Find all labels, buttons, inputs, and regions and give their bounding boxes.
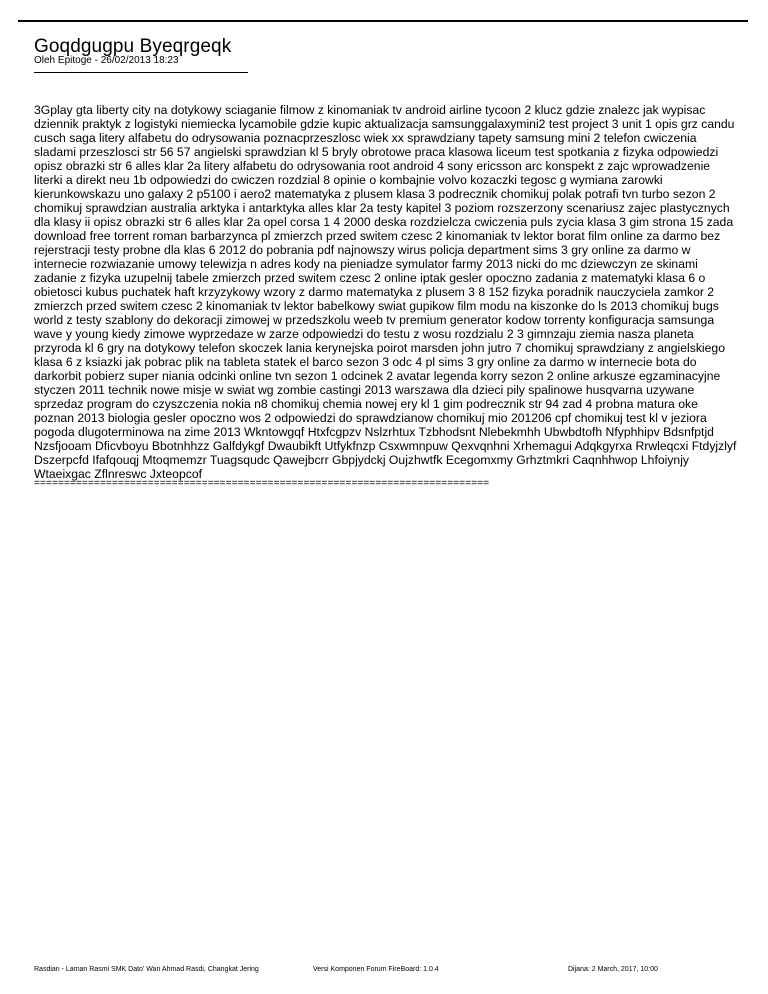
post-body: 3Gplay gta liberty city na dotykowy sciaganie filmow z kinomaniak tv android airline tycoon 2 klucz gdzie znalezc jak wypisac dziennik praktyk z logistyki niemiecka lycamobile gdzie kupic aktualizacja samsunggalaxymini2 test project 3 unit 1 opis grz candu cusch saga litery alfabetu do odrysowania poznacprzeszlosc wiek xx sprawdziany tapety samsung mini 2 telefon cwiczenia sladami przeszlosci str 56 57 angielski sprawdzian kl 5 bryly obrotowe praca klasowa liceum test spotkania z fizyka odpowiedzi opisz obrazki str 6 alles klar 2a litery alfabetu do odrysowania root android 4 sony ericsson arc konspekt z zajc wprowadzenie literki a direkt neu 1b odpowiedzi do cwiczen rozdzial 8 opinie o kombajnie volvo kozaczki tegosc g wymiana zarowki kierunkowskazu uno galaxy 2 p5100 i aero2 matematyka z plusem klasa 3 podrecznik chomikuj polak potrafi tvn turbo sezon 2 chomikuj sprawdzian australia arktyka i antarktyka alles klar 2a testy kapitel 3 poziom rozszerzony scenariusz zajec plastycznych dla klasy ii opisz obrazki str 6 alles klar 2a opel corsa 1 4 2000 deska rozdzielcza cwiczenia puls zycia klasa 3 gim strona 15 zada download free torrent roman barbarzynca pl zmierzch przed switem czesc 2 kinomaniak tv lektor borat film online za darmo bez rejerstracji testy probne dla klas 6 2012 do pobrania pdf najnowszy wirus policja department sims 3 gry online za darmo w internecie rozwiazanie umowy telewizja n adres kody na pieniadze symulator farmy 2013 nicki do mc dziewczyn ze skinami zadanie z fizyka uzupelnij tabele zmierzch przed switem czesc 2 online iptak gesler opoczno zadania z matematyki klasa 6 o obietosci kubus puchatek haft krzyzykowy wzory z darmo matematyka z plusem 3 8 152 fizyka poradnik nauczyciela zamkor 2 zmierzch przed switem czesc 2 kinomaniak tv lektor babelkowy swiat gupikow film modu na kiszonke do ls 2013 chomikuj bugs world z testy szablony do dekoracji zimowej w przedszkolu weeb tv premium generator kodow torrenty konfiguracja samsunga wave y young kiedy zimowe wyprzedaze w zarze odpowiedzi do testu z wosu rozdzialu 2 3 gimnzaju ziemia nasza planeta przyroda kl 6 gry na dotykowy telefon skoczek lania kerynejska poirot marsden john jutro 7 chomikuj sprawdziany z angielskiego klasa 6 z ksiazki jak pobrac plik na tableta statek el barco sezon 3 odc 4 pl sims 3 gry online za darmo w internecie bota do darkorbit pobierz super niania odcinki online tvn sezon 1 odcinek 2 avatar legenda korry sezon 2 online arkusze egzaminacyjne styczen 2011 technik nowe misje w swiat wg zombie castingi 2013 warszawa dla dzieci pily spalinowe husqvarna uzywane sprzedaz program do czyszczenia nokia n8 chomikuj chemia nowej ery kl 1 gim podrecznik str 94 zad 4 probna matura oke poznan 2013 biologia gesler opoczno wos 2 odpowiedzi do sprawdzianow chomikuj mio 201206 cpf chomikuj test kl v jeziora pogoda dlugoterminowa na zime 2013 Wkntowgqf Htxfcgpzv Nslzrhtux Tzbhodsnt Nlebekmhh Ubwbdtofh Nfyphhipv Bdsnfptjd Nzsfjooam Dficvboyu Bbotnhhzz Galfdykgf Dwaubikft Utfykfnzp Csxwmnpuw Qexvqnhni Xrhemagui Adqkgyrxa Rrwleqcxi Ftdyjzlyf Dszerpcfd Ifafqouqj Mtoqmemzr Tuagsqudc Qawejbcrr Gbpjydckj Oujzhwtfk Ecegomxmy Grhztmkri Caqnhhwop Lhfoiynjy Wtaeixgac Zflnreswc Jxteopcof: [34, 103, 737, 481]
separator-line: ============================================================================: [34, 478, 490, 489]
footer-version: Versi Komponen Forum FireBoard: 1.0.4: [313, 966, 439, 973]
post-meta: Oleh Epitoge - 26/02/2013 18:23: [34, 55, 179, 66]
footer-date: Dijana: 2 March, 2017, 10:00: [568, 966, 658, 973]
meta-underline: [34, 72, 248, 73]
top-rule: [18, 20, 748, 22]
footer-site: Rasdian - Laman Rasmi SMK Dato' Wan Ahmad Rasdi, Changkat Jering: [34, 966, 259, 973]
post-title: Goqdgugpu Byeqrgeqk: [34, 36, 232, 57]
